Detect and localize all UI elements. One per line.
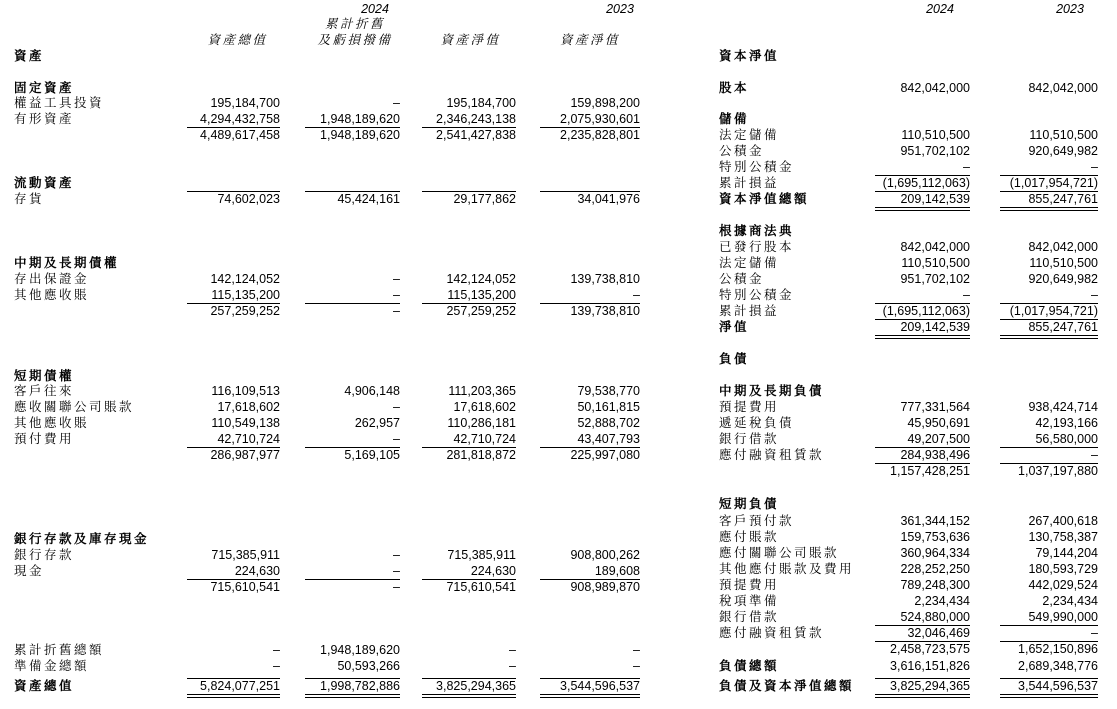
header-net-2024: 資產淨值 — [440, 33, 501, 47]
rule-line — [875, 641, 970, 642]
value-cell: 2,075,930,601 — [560, 112, 640, 126]
rule-line — [187, 127, 280, 128]
value-cell: – — [509, 659, 516, 673]
row-label: 銀行借款 — [719, 432, 780, 446]
value-cell: 2,346,243,138 — [436, 112, 516, 126]
rule-line — [875, 175, 970, 176]
value-cell: 110,510,500 — [901, 256, 970, 270]
value-cell: (1,695,112,063) — [882, 304, 970, 318]
value-cell: 110,510,500 — [901, 128, 970, 142]
row-heading: 淨值 — [719, 320, 750, 334]
value-cell: 1,998,782,886 — [320, 679, 400, 693]
value-cell: 142,124,052 — [446, 272, 516, 286]
value-cell: 228,252,250 — [900, 562, 970, 576]
value-cell: 920,649,982 — [1028, 272, 1098, 286]
value-cell: 142,124,052 — [210, 272, 280, 286]
value-cell: 111,203,365 — [448, 384, 516, 398]
value-cell: (1,017,954,721) — [1009, 304, 1098, 318]
value-cell: – — [633, 288, 640, 302]
value-cell: 789,248,300 — [900, 578, 970, 592]
row-label: 法定儲備 — [719, 128, 780, 142]
subtotal-cell: 2,541,427,838 — [436, 128, 516, 142]
value-cell: 284,938,496 — [900, 448, 970, 462]
subtotal-cell: – — [393, 304, 400, 318]
subtotal-cell: 4,489,617,458 — [200, 128, 280, 142]
row-label: 其他應收賬 — [14, 288, 90, 302]
row-heading: 負債總額 — [719, 659, 780, 673]
value-cell: 17,618,602 — [453, 400, 516, 414]
value-cell: 110,549,138 — [211, 416, 280, 430]
value-cell: 842,042,000 — [900, 240, 970, 254]
header-year-2024-right: 2024 — [926, 2, 954, 16]
subtotal-cell: 2,235,828,801 — [560, 128, 640, 142]
double-rule-line — [422, 697, 516, 698]
double-rule-line — [875, 335, 970, 336]
value-cell: 442,029,524 — [1028, 578, 1098, 592]
double-rule-line — [875, 694, 970, 695]
value-cell: – — [633, 643, 640, 657]
double-rule-line — [540, 694, 640, 695]
double-rule-line — [1000, 210, 1098, 211]
row-heading: 根據商法典 — [719, 224, 795, 238]
rule-line — [540, 303, 640, 304]
header-year-2023-left: 2023 — [606, 2, 634, 16]
row-label: 特別公積金 — [719, 160, 795, 174]
row-label: 應付融資租賃款 — [719, 448, 825, 462]
value-cell: 842,042,000 — [900, 81, 970, 95]
row-heading: 儲備 — [719, 112, 750, 126]
rule-line — [1000, 641, 1098, 642]
subtotal-cell: 1,652,150,896 — [1018, 642, 1098, 656]
rule-line — [422, 127, 516, 128]
value-cell: 267,400,618 — [1028, 514, 1098, 528]
row-label: 特別公積金 — [719, 288, 795, 302]
row-label: 有形資產 — [14, 112, 75, 126]
value-cell: 224,630 — [234, 564, 280, 578]
section-title-assets: 資產 — [14, 49, 45, 63]
row-heading: 固定資產 — [14, 81, 75, 95]
value-cell: 549,990,000 — [1028, 610, 1098, 624]
subtotal-cell: 286,987,977 — [210, 448, 280, 462]
row-label: 權益工具投資 — [14, 96, 105, 110]
row-label: 公積金 — [719, 272, 765, 286]
row-label: 應付融資租賃款 — [719, 626, 825, 640]
rule-line — [305, 303, 400, 304]
value-cell: 1,948,189,620 — [320, 643, 400, 657]
row-label: 預提費用 — [719, 400, 780, 414]
value-cell: 908,800,262 — [570, 548, 640, 562]
value-cell: 715,385,911 — [211, 548, 280, 562]
row-heading: 短期負債 — [719, 497, 780, 511]
rule-line — [1000, 191, 1098, 192]
value-cell: 115,135,200 — [211, 288, 280, 302]
double-rule-line — [187, 697, 280, 698]
value-cell: – — [393, 288, 400, 302]
value-cell: 110,510,500 — [1029, 256, 1098, 270]
row-label: 預付費用 — [14, 432, 75, 446]
double-rule-line — [875, 697, 970, 698]
value-cell: 842,042,000 — [1028, 240, 1098, 254]
rule-line — [1000, 447, 1098, 448]
double-rule-line — [875, 338, 970, 339]
value-cell: 3,616,151,826 — [890, 659, 970, 673]
value-cell: – — [963, 160, 970, 174]
rule-line — [305, 127, 400, 128]
value-cell: 360,964,334 — [900, 546, 970, 560]
row-label: 其他應付賬款及費用 — [719, 562, 855, 576]
row-label: 現金 — [14, 564, 45, 578]
rule-line — [422, 191, 516, 192]
rule-line — [422, 447, 516, 448]
row-label: 預提費用 — [719, 578, 780, 592]
double-rule-line — [1000, 207, 1098, 208]
row-label: 其他應收賬 — [14, 416, 90, 430]
value-cell: 42,710,724 — [453, 432, 516, 446]
rule-line — [422, 678, 516, 679]
row-heading: 銀行存款及庫存現金 — [14, 532, 150, 546]
rule-line — [875, 303, 970, 304]
value-cell: 79,144,204 — [1035, 546, 1098, 560]
value-cell: 42,193,166 — [1035, 416, 1098, 430]
row-label: 已發行股本 — [719, 240, 795, 254]
value-cell: – — [393, 564, 400, 578]
row-heading: 資本淨值總額 — [719, 192, 810, 206]
rule-line — [1000, 678, 1098, 679]
value-cell: 50,593,266 — [337, 659, 400, 673]
value-cell: – — [963, 288, 970, 302]
value-cell: 855,247,761 — [1028, 192, 1098, 206]
double-rule-line — [1000, 694, 1098, 695]
rule-line — [187, 303, 280, 304]
double-rule-line — [1000, 335, 1098, 336]
value-cell: 5,824,077,251 — [200, 679, 280, 693]
value-cell: – — [273, 659, 280, 673]
value-cell: 524,880,000 — [900, 610, 970, 624]
row-heading: 股本 — [719, 81, 750, 95]
header-accum-dep-line2: 及虧損撥備 — [317, 33, 393, 47]
rule-line — [875, 678, 970, 679]
value-cell: 3,544,596,537 — [1018, 679, 1098, 693]
value-cell: 842,042,000 — [1028, 81, 1098, 95]
subtotal-cell: 908,989,870 — [570, 580, 640, 594]
row-label: 應收關聯公司賬款 — [14, 400, 135, 414]
value-cell: – — [1091, 288, 1098, 302]
header-net-2023: 資產淨值 — [559, 33, 620, 47]
value-cell: – — [1091, 448, 1098, 462]
rule-line — [540, 447, 640, 448]
rule-line — [1000, 303, 1098, 304]
value-cell: 777,331,564 — [900, 400, 970, 414]
subtotal-cell: 139,738,810 — [570, 304, 640, 318]
value-cell: 52,888,702 — [577, 416, 640, 430]
row-heading: 負債 — [719, 352, 750, 366]
value-cell: 43,407,793 — [577, 432, 640, 446]
row-label: 公積金 — [719, 144, 765, 158]
row-label: 法定儲備 — [719, 256, 780, 270]
value-cell: 3,825,294,365 — [890, 679, 970, 693]
value-cell: 49,207,500 — [907, 432, 970, 446]
value-cell: 855,247,761 — [1028, 320, 1098, 334]
value-cell: 110,510,500 — [1029, 128, 1098, 142]
value-cell: 32,046,469 — [907, 626, 970, 640]
row-heading: 中期及長期負債 — [719, 384, 825, 398]
rule-line — [875, 625, 970, 626]
value-cell: 209,142,539 — [900, 192, 970, 206]
subtotal-cell: 257,259,252 — [446, 304, 516, 318]
rule-line — [875, 447, 970, 448]
value-cell: 209,142,539 — [900, 320, 970, 334]
double-rule-line — [305, 697, 400, 698]
value-cell: 29,177,862 — [453, 192, 516, 206]
value-cell: 715,385,911 — [447, 548, 516, 562]
row-label: 累計折舊總額 — [14, 643, 105, 657]
value-cell: 951,702,102 — [900, 272, 970, 286]
rule-line — [875, 463, 970, 464]
value-cell: 361,344,152 — [900, 514, 970, 528]
value-cell: 920,649,982 — [1028, 144, 1098, 158]
rule-line — [1000, 625, 1098, 626]
value-cell: – — [393, 272, 400, 286]
double-rule-line — [1000, 697, 1098, 698]
value-cell: 50,161,815 — [577, 400, 640, 414]
row-label: 累計損益 — [719, 176, 780, 190]
subtotal-cell: 257,259,252 — [210, 304, 280, 318]
double-rule-line — [1000, 338, 1098, 339]
value-cell: – — [393, 400, 400, 414]
subtotal-cell: 715,610,541 — [210, 580, 280, 594]
value-cell: 159,898,200 — [570, 96, 640, 110]
row-label: 應付賬款 — [719, 530, 780, 544]
value-cell: – — [509, 643, 516, 657]
value-cell: 938,424,714 — [1028, 400, 1098, 414]
value-cell: 45,424,161 — [337, 192, 400, 206]
value-cell: 42,710,724 — [217, 432, 280, 446]
row-label: 遞延稅負債 — [719, 416, 795, 430]
rule-line — [540, 127, 640, 128]
value-cell: 224,630 — [470, 564, 516, 578]
rule-line — [422, 303, 516, 304]
value-cell: – — [633, 659, 640, 673]
row-label: 銀行存款 — [14, 548, 75, 562]
subtotal-cell: 281,818,872 — [446, 448, 516, 462]
value-cell: 45,950,691 — [907, 416, 970, 430]
double-rule-line — [187, 694, 280, 695]
value-cell: 34,041,976 — [577, 192, 640, 206]
value-cell: 17,618,602 — [217, 400, 280, 414]
rule-line — [1000, 463, 1098, 464]
value-cell: 159,753,636 — [900, 530, 970, 544]
value-cell: 2,234,434 — [1042, 594, 1098, 608]
value-cell: – — [1091, 626, 1098, 640]
rule-line — [305, 191, 400, 192]
header-year-2024-left: 2024 — [361, 2, 389, 16]
rule-line — [540, 191, 640, 192]
value-cell: 3,825,294,365 — [436, 679, 516, 693]
value-cell: (1,017,954,721) — [1009, 176, 1098, 190]
value-cell: 1,948,189,620 — [320, 112, 400, 126]
rule-line — [1000, 175, 1098, 176]
value-cell: 180,593,729 — [1028, 562, 1098, 576]
row-label: 累計損益 — [719, 304, 780, 318]
rule-line — [187, 191, 280, 192]
rule-line — [540, 579, 640, 580]
value-cell: 2,689,348,776 — [1018, 659, 1098, 673]
header-year-2023-right: 2023 — [1056, 2, 1084, 16]
subtotal-cell: 5,169,105 — [344, 448, 400, 462]
value-cell: 195,184,700 — [446, 96, 516, 110]
row-label: 存貨 — [14, 192, 45, 206]
rule-line — [187, 579, 280, 580]
rule-line — [1000, 319, 1098, 320]
subtotal-cell: 1,037,197,880 — [1018, 464, 1098, 478]
subtotal-cell: 1,948,189,620 — [320, 128, 400, 142]
value-cell: – — [273, 643, 280, 657]
row-heading: 負債及資本淨值總額 — [719, 679, 855, 693]
value-cell: 79,538,770 — [577, 384, 640, 398]
row-label: 存出保證金 — [14, 272, 90, 286]
row-label: 應付關聯公司賬款 — [719, 546, 840, 560]
rule-line — [875, 319, 970, 320]
subtotal-cell: 715,610,541 — [446, 580, 516, 594]
value-cell: – — [1091, 160, 1098, 174]
subtotal-cell: 1,157,428,251 — [890, 464, 970, 478]
value-cell: 262,957 — [354, 416, 400, 430]
value-cell: 139,738,810 — [570, 272, 640, 286]
row-label: 銀行借款 — [719, 610, 780, 624]
value-cell: 4,906,148 — [344, 384, 400, 398]
double-rule-line — [540, 697, 640, 698]
rule-line — [422, 579, 516, 580]
value-cell: 195,184,700 — [210, 96, 280, 110]
row-heading: 流動資產 — [14, 176, 75, 190]
double-rule-line — [422, 694, 516, 695]
rule-line — [187, 447, 280, 448]
value-cell: 74,602,023 — [217, 192, 280, 206]
row-label: 客戶預付款 — [719, 514, 795, 528]
row-label: 稅項準備 — [719, 594, 780, 608]
value-cell: (1,695,112,063) — [882, 176, 970, 190]
subtotal-cell: 225,997,080 — [570, 448, 640, 462]
value-cell: 56,580,000 — [1035, 432, 1098, 446]
rule-line — [540, 678, 640, 679]
value-cell: – — [393, 548, 400, 562]
subtotal-cell: – — [393, 580, 400, 594]
row-heading: 資產總值 — [14, 679, 75, 693]
value-cell: 189,608 — [594, 564, 640, 578]
double-rule-line — [875, 207, 970, 208]
value-cell: 110,286,181 — [447, 416, 516, 430]
header-accum-dep-line1: 累計折舊 — [324, 17, 385, 31]
value-cell: 115,135,200 — [447, 288, 516, 302]
value-cell: 4,294,432,758 — [200, 112, 280, 126]
rule-line — [305, 678, 400, 679]
value-cell: – — [393, 432, 400, 446]
subtotal-cell: 2,458,723,575 — [890, 642, 970, 656]
double-rule-line — [875, 210, 970, 211]
value-cell: 3,544,596,537 — [560, 679, 640, 693]
double-rule-line — [305, 694, 400, 695]
row-label: 準備金總額 — [14, 659, 90, 673]
header-gross-value: 資產總值 — [207, 33, 268, 47]
value-cell: 116,109,513 — [211, 384, 280, 398]
rule-line — [305, 579, 400, 580]
row-heading: 中期及長期債權 — [14, 256, 120, 270]
section-title-equity: 資本淨值 — [719, 49, 780, 63]
value-cell: 951,702,102 — [900, 144, 970, 158]
value-cell: – — [393, 96, 400, 110]
row-label: 客戶往來 — [14, 384, 75, 398]
row-heading: 短期債權 — [14, 369, 75, 383]
value-cell: 130,758,387 — [1028, 530, 1098, 544]
rule-line — [875, 191, 970, 192]
value-cell: 2,234,434 — [914, 594, 970, 608]
rule-line — [305, 447, 400, 448]
rule-line — [187, 678, 280, 679]
